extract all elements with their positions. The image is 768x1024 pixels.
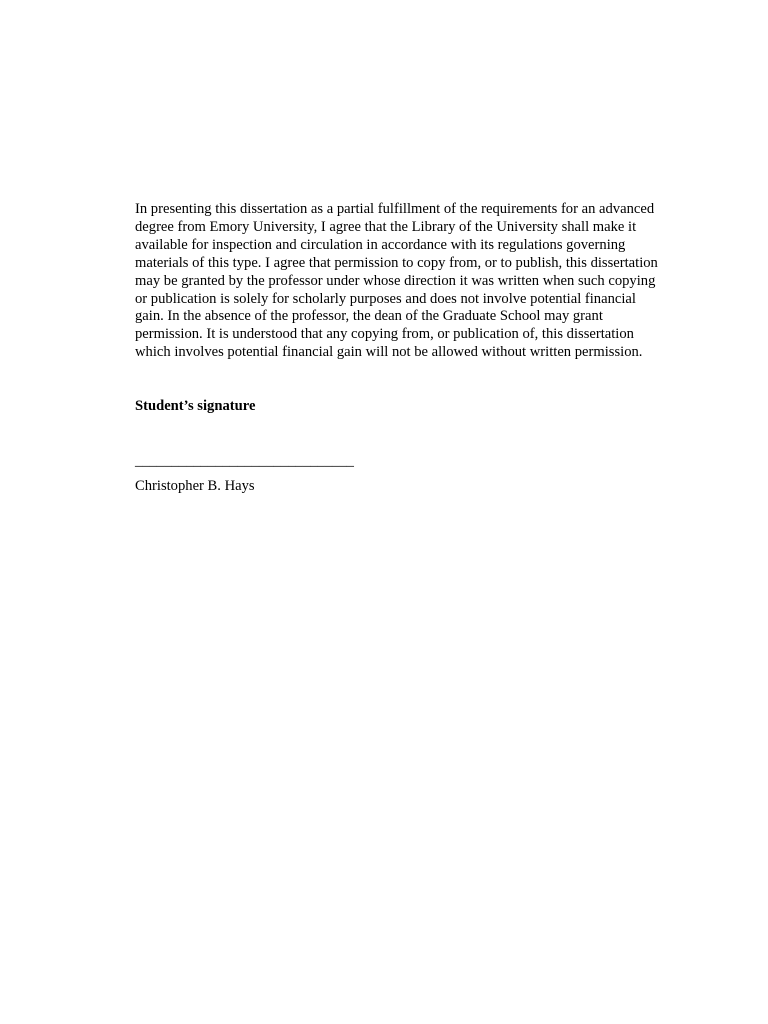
statement-line: permission. It is understood that any copying from, or publication of, this dissertation	[135, 326, 634, 343]
statement-line: gain. In the absence of the professor, the dean of the Graduate School may grant	[135, 308, 603, 325]
statement-line: materials of this type. I agree that permission to copy from, or to publish, this dissertation	[135, 254, 658, 271]
statement-line: degree from Emory University, I agree that the Library of the University shall make it	[135, 218, 637, 235]
permission-statement	[135, 201, 680, 362]
statement-line: may be granted by the professor under whose direction it was written when such copying	[135, 272, 656, 289]
signature-line: ______________________________	[135, 453, 354, 469]
statement-line: In presenting this dissertation as a partial fulfillment of the requirements for an advanced	[135, 201, 655, 217]
statement-line: which involves potential financial gain will not be allowed without written permission.	[135, 344, 643, 361]
statement-line: or publication is solely for scholarly purposes and does not involve potential financial	[135, 290, 636, 307]
signer-name: Christopher B. Hays	[135, 478, 255, 494]
signature-heading: Student’s signature	[135, 398, 256, 414]
statement-line: available for inspection and circulation in accordance with its regulations governing	[135, 236, 626, 253]
